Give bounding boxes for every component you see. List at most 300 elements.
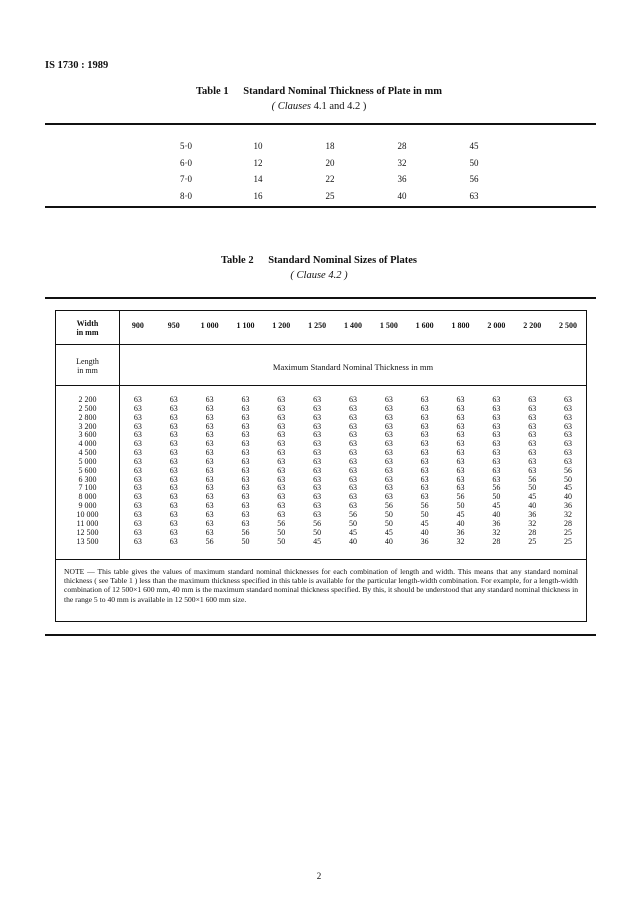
thickness-cell: 63 — [169, 501, 178, 511]
thickness-cell: 63 — [456, 430, 465, 440]
thickness-cell: 32 — [492, 527, 501, 537]
thickness-cell: 36 — [528, 509, 537, 519]
thickness-cell: 50 — [348, 518, 357, 528]
thickness-cell: 63 — [277, 395, 286, 404]
thickness-cell: 63 — [456, 421, 465, 431]
width-column-header: 1 600 — [415, 321, 434, 330]
length-row-label: 9 000 — [78, 501, 97, 511]
thickness-cell: 63 — [313, 430, 322, 440]
thickness-cell: 63 — [384, 456, 393, 466]
note-divider — [56, 559, 586, 560]
table1-cell: 40 — [397, 190, 407, 201]
thickness-cell: 63 — [241, 395, 250, 404]
width-column-header: 1 400 — [343, 321, 362, 330]
thickness-cell: 63 — [205, 474, 214, 484]
thickness-cell: 36 — [564, 501, 573, 511]
thickness-cell: 63 — [384, 483, 393, 493]
thickness-cell: 63 — [277, 403, 286, 413]
length-header-line2: in mm — [77, 366, 98, 375]
thickness-cell: 40 — [420, 527, 429, 537]
length-row-label: 13 500 — [76, 536, 99, 546]
table1-cell: 22 — [325, 174, 335, 185]
thickness-cell: 63 — [492, 403, 501, 413]
page-number: 2 — [316, 871, 322, 881]
thickness-cell: 63 — [241, 448, 250, 458]
table1-cell: 14 — [253, 174, 263, 185]
thickness-cell: 63 — [169, 492, 178, 502]
thickness-cell: 63 — [420, 448, 429, 458]
thickness-cell: 63 — [384, 448, 393, 458]
thickness-cell: 45 — [492, 501, 501, 511]
width-header-line2: in mm — [76, 328, 99, 337]
thickness-cell: 63 — [133, 527, 142, 537]
thickness-cell: 25 — [564, 527, 573, 537]
thickness-cell: 63 — [384, 492, 393, 502]
thickness-cell: 63 — [241, 474, 250, 484]
table1-row — [150, 138, 510, 155]
thickness-cell: 63 — [348, 412, 357, 422]
thickness-cell: 63 — [169, 536, 178, 546]
thickness-cell: 63 — [420, 456, 429, 466]
thickness-cell: 45 — [384, 527, 393, 537]
thickness-cell: 63 — [348, 403, 357, 413]
thickness-cell: 63 — [420, 474, 429, 484]
thickness-cell: 63 — [277, 465, 286, 475]
thickness-cell: 63 — [241, 412, 250, 422]
thickness-header: Maximum Standard Nominal Thickness in mm — [272, 362, 434, 372]
length-row-label: 5 000 — [78, 456, 97, 466]
length-row-label: 2 500 — [78, 403, 97, 413]
thickness-cell: 63 — [205, 448, 214, 458]
thickness-cell: 63 — [313, 421, 322, 431]
thickness-cell: 63 — [241, 492, 250, 502]
thickness-cell: 50 — [241, 536, 250, 546]
width-column-header: 950 — [167, 321, 180, 330]
thickness-cell: 63 — [313, 483, 322, 493]
length-row-label: 2 200 — [78, 395, 97, 404]
thickness-cell: 63 — [133, 501, 142, 511]
thickness-cell: 63 — [384, 430, 393, 440]
thickness-cell: 32 — [528, 518, 537, 528]
thickness-cell: 63 — [564, 448, 573, 458]
thickness-cell: 25 — [528, 536, 537, 546]
thickness-cell: 36 — [456, 527, 465, 537]
thickness-cell: 28 — [492, 536, 501, 546]
thickness-cell: 45 — [528, 492, 537, 502]
thickness-cell: 63 — [420, 483, 429, 493]
length-row-label: 4 500 — [78, 448, 97, 458]
thickness-cell: 63 — [348, 430, 357, 440]
thickness-cell: 63 — [348, 492, 357, 502]
thickness-cell: 40 — [564, 492, 573, 502]
table1-cell: 16 — [253, 190, 263, 201]
thickness-cell: 50 — [313, 527, 322, 537]
length-row-label: 3 600 — [78, 430, 97, 440]
thickness-cell: 63 — [133, 456, 142, 466]
thickness-cell: 63 — [277, 474, 286, 484]
thickness-cell: 40 — [348, 536, 357, 546]
width-columns — [120, 321, 586, 330]
thickness-cell: 63 — [456, 474, 465, 484]
thickness-cell: 63 — [456, 412, 465, 422]
thickness-cell: 63 — [492, 474, 501, 484]
thickness-cell: 56 — [313, 518, 322, 528]
thickness-cell: 63 — [205, 518, 214, 528]
length-header — [56, 357, 119, 375]
thickness-cell: 63 — [133, 439, 142, 449]
thickness-cell: 63 — [456, 439, 465, 449]
thickness-cell: 63 — [528, 421, 537, 431]
thickness-cell: 32 — [456, 536, 465, 546]
table1-cell: 28 — [397, 141, 407, 152]
thickness-cell: 63 — [528, 439, 537, 449]
thickness-cell: 63 — [456, 448, 465, 458]
thickness-cell: 45 — [348, 527, 357, 537]
thickness-cell: 63 — [564, 403, 573, 413]
length-column — [56, 396, 119, 546]
table1-cell: 25 — [325, 190, 335, 201]
width-column-header: 1 500 — [379, 321, 398, 330]
thickness-cell: 63 — [205, 483, 214, 493]
thickness-cell: 63 — [133, 430, 142, 440]
table2-title — [0, 255, 638, 266]
thickness-cell: 63 — [133, 421, 142, 431]
length-row-label: 7 100 — [78, 483, 97, 493]
table2-top-rule — [45, 297, 596, 299]
thickness-cell: 63 — [384, 439, 393, 449]
thickness-cell: 63 — [241, 509, 250, 519]
thickness-cell: 63 — [133, 474, 142, 484]
thickness-cell: 63 — [420, 421, 429, 431]
thickness-cell: 63 — [241, 430, 250, 440]
thickness-cell: 63 — [348, 456, 357, 466]
thickness-cell: 63 — [313, 456, 322, 466]
thickness-cell: 63 — [133, 465, 142, 475]
thickness-cell: 63 — [528, 448, 537, 458]
table2-note: NOTE — This table gives the values of maximum standard nominal thicknesses for each combination of length and width. This means that any standard nominal thickness ( see Table 1 ) less than the maximum thickness specified in this table is available for the particular length-width combination. For example, for a length-width combination of 12 500×1 600 mm, 40 mm is the maximum standard nominal thickness specified. By this, it should be understood that any standard nominal thickness in the range 5 to 40 mm is available in 12 500×1 600 mm size. — [64, 567, 578, 604]
thickness-cell: 63 — [205, 501, 214, 511]
thickness-cell: 63 — [313, 439, 322, 449]
width-column-header: 1 100 — [236, 321, 255, 330]
width-column-header: 1 000 — [200, 321, 219, 330]
thickness-cell: 63 — [133, 483, 142, 493]
subheader-divider — [56, 385, 586, 386]
thickness-cell: 50 — [492, 492, 501, 502]
thickness-cell: 63 — [277, 448, 286, 458]
width-column-header: 2 500 — [559, 321, 578, 330]
thickness-cell: 63 — [564, 456, 573, 466]
thickness-cell: 63 — [528, 395, 537, 404]
thickness-cell: 63 — [277, 501, 286, 511]
thickness-cell: 63 — [492, 465, 501, 475]
thickness-cell: 63 — [313, 509, 322, 519]
thickness-cell: 45 — [564, 483, 573, 493]
thickness-cell: 63 — [169, 465, 178, 475]
table1-cell: 20 — [325, 157, 335, 168]
thickness-cell: 63 — [528, 412, 537, 422]
thickness-cell: 63 — [384, 403, 393, 413]
table1-cell: 10 — [253, 141, 263, 152]
table1-clause-prefix: ( Clauses — [271, 101, 311, 112]
thickness-cell: 50 — [564, 474, 573, 484]
thickness-cell: 50 — [277, 536, 286, 546]
thickness-cell: 63 — [241, 465, 250, 475]
thickness-cell: 50 — [456, 501, 465, 511]
thickness-cell: 63 — [277, 492, 286, 502]
thickness-cell: 63 — [384, 465, 393, 475]
thickness-cell: 63 — [420, 465, 429, 475]
thickness-cell: 63 — [528, 430, 537, 440]
thickness-cell: 63 — [348, 421, 357, 431]
thickness-cell: 63 — [133, 492, 142, 502]
thickness-cell: 63 — [420, 430, 429, 440]
thickness-cell: 56 — [384, 501, 393, 511]
length-row-label: 5 600 — [78, 465, 97, 475]
thickness-cell: 63 — [169, 483, 178, 493]
thickness-cell: 63 — [205, 527, 214, 537]
thickness-cell: 63 — [277, 421, 286, 431]
table1-cell: 7·0 — [180, 174, 192, 185]
thickness-cell: 63 — [169, 421, 178, 431]
table1-cell: 63 — [469, 190, 479, 201]
thickness-cell: 63 — [384, 474, 393, 484]
thickness-cell: 63 — [384, 395, 393, 404]
thickness-cell: 56 — [205, 536, 214, 546]
thickness-cell: 56 — [492, 483, 501, 493]
thickness-cell: 56 — [420, 501, 429, 511]
thickness-cell: 50 — [384, 509, 393, 519]
thickness-cell: 63 — [205, 439, 214, 449]
thickness-cell: 63 — [133, 518, 142, 528]
thickness-cell: 63 — [420, 395, 429, 404]
table1-cell: 8·0 — [180, 190, 192, 201]
width-column-header: 1 250 — [308, 321, 327, 330]
table1-title — [0, 86, 638, 97]
thickness-cell: 63 — [456, 395, 465, 404]
thickness-cell: 63 — [420, 439, 429, 449]
thickness-cell: 63 — [241, 501, 250, 511]
table1-cell: 56 — [469, 174, 479, 185]
document-header: IS 1730 : 1989 — [45, 60, 109, 71]
thickness-cell: 56 — [277, 518, 286, 528]
thickness-cell: 63 — [313, 395, 322, 404]
table1-cell: 12 — [253, 157, 263, 168]
thickness-cell: 63 — [169, 448, 178, 458]
thickness-cell: 63 — [277, 483, 286, 493]
thickness-cell: 63 — [348, 501, 357, 511]
thickness-cell: 63 — [348, 465, 357, 475]
thickness-cell: 63 — [528, 465, 537, 475]
thickness-cell: 28 — [528, 527, 537, 537]
width-header — [56, 319, 119, 337]
thickness-cell: 63 — [313, 492, 322, 502]
thickness-cell: 63 — [169, 430, 178, 440]
thickness-cell: 63 — [241, 421, 250, 431]
thickness-cell: 63 — [313, 474, 322, 484]
thickness-cell: 56 — [348, 509, 357, 519]
table1-clause-refs: 4.1 and 4.2 ) — [313, 101, 367, 112]
thickness-cell: 63 — [169, 456, 178, 466]
thickness-cell: 40 — [384, 536, 393, 546]
thickness-cell: 63 — [492, 421, 501, 431]
thickness-cell: 63 — [205, 492, 214, 502]
table1-row — [150, 155, 510, 172]
thickness-cell: 63 — [133, 448, 142, 458]
table-row — [120, 538, 586, 547]
thickness-cell: 63 — [205, 456, 214, 466]
thickness-cell: 63 — [492, 430, 501, 440]
thickness-cell: 63 — [492, 439, 501, 449]
thickness-cell: 63 — [133, 403, 142, 413]
thickness-cell: 63 — [564, 395, 573, 404]
thickness-cell: 63 — [241, 403, 250, 413]
thickness-cell: 63 — [241, 439, 250, 449]
thickness-cell: 45 — [313, 536, 322, 546]
table1-cell: 6·0 — [180, 157, 192, 168]
length-row-label: 12 500 — [76, 527, 99, 537]
thickness-cell: 32 — [564, 509, 573, 519]
thickness-cell: 63 — [169, 509, 178, 519]
thickness-cell: 63 — [205, 403, 214, 413]
thickness-cell: 63 — [384, 412, 393, 422]
thickness-cell: 63 — [384, 421, 393, 431]
thickness-cell: 63 — [277, 412, 286, 422]
thickness-cell: 63 — [313, 403, 322, 413]
thickness-cell: 63 — [205, 421, 214, 431]
thickness-cell: 63 — [133, 412, 142, 422]
thickness-cell: 45 — [456, 509, 465, 519]
thickness-cell: 63 — [348, 474, 357, 484]
table1-bottom-rule — [45, 206, 596, 208]
width-column-header: 2 200 — [523, 321, 542, 330]
width-column-header: 2 000 — [487, 321, 506, 330]
thickness-cell: 28 — [564, 518, 573, 528]
thickness-cell: 45 — [420, 518, 429, 528]
table1-cell: 45 — [469, 141, 479, 152]
length-row-label: 2 800 — [78, 412, 97, 422]
thickness-cell: 40 — [456, 518, 465, 528]
length-header-line1: Length — [76, 357, 99, 366]
thickness-cell: 63 — [169, 439, 178, 449]
thickness-cell: 63 — [169, 527, 178, 537]
thickness-cell: 63 — [313, 465, 322, 475]
thickness-cell: 63 — [241, 483, 250, 493]
table1-cell: 50 — [469, 157, 479, 168]
length-row-label: 4 000 — [78, 439, 97, 449]
thickness-cell: 50 — [384, 518, 393, 528]
thickness-cell: 63 — [492, 412, 501, 422]
thickness-cell: 63 — [241, 456, 250, 466]
length-row-label: 6 300 — [78, 474, 97, 484]
thickness-cell: 56 — [456, 492, 465, 502]
thickness-cell: 56 — [528, 474, 537, 484]
thickness-cell: 63 — [169, 395, 178, 404]
thickness-cell: 63 — [528, 456, 537, 466]
table1-cell: 32 — [397, 157, 407, 168]
table1-cell: 5·0 — [180, 141, 192, 152]
thickness-cell: 63 — [420, 412, 429, 422]
thickness-cell: 63 — [169, 412, 178, 422]
thickness-cell: 63 — [277, 456, 286, 466]
thickness-cell: 63 — [133, 509, 142, 519]
width-column-header: 900 — [131, 321, 144, 330]
width-column-header: 1 200 — [272, 321, 291, 330]
thickness-cell: 63 — [277, 430, 286, 440]
thickness-cell: 63 — [313, 448, 322, 458]
thickness-cell: 63 — [348, 483, 357, 493]
thickness-cell: 56 — [241, 527, 250, 537]
table1-row — [150, 188, 510, 205]
thickness-cell: 63 — [133, 395, 142, 404]
thickness-cell: 36 — [420, 536, 429, 546]
thickness-cell: 50 — [420, 509, 429, 519]
thickness-cell: 50 — [277, 527, 286, 537]
thickness-cell: 63 — [492, 448, 501, 458]
length-row-label: 3 200 — [78, 421, 97, 431]
thickness-cell: 63 — [313, 501, 322, 511]
thickness-cell: 63 — [348, 448, 357, 458]
header-divider — [56, 344, 586, 345]
length-row-label: 8 000 — [78, 492, 97, 502]
table2-heading: Standard Nominal Sizes of Plates — [268, 255, 417, 266]
thickness-cell: 56 — [564, 465, 573, 475]
table1-heading: Standard Nominal Thickness of Plate in mm — [243, 86, 442, 97]
thickness-cell: 36 — [492, 518, 501, 528]
length-row-label: 11 000 — [76, 518, 99, 528]
thickness-cell: 63 — [492, 395, 501, 404]
thickness-cell: 63 — [456, 456, 465, 466]
width-column-header: 1 800 — [451, 321, 470, 330]
table1-cell: 18 — [325, 141, 335, 152]
thickness-cell: 63 — [492, 456, 501, 466]
thickness-cell: 63 — [348, 395, 357, 404]
thickness-cell: 63 — [133, 536, 142, 546]
thickness-cell: 40 — [492, 509, 501, 519]
thickness-cell: 63 — [348, 439, 357, 449]
table1-label: Table 1 — [196, 86, 229, 97]
thickness-cell: 63 — [313, 412, 322, 422]
thickness-cell: 63 — [205, 509, 214, 519]
thickness-cell: 63 — [456, 465, 465, 475]
thickness-cell: 63 — [564, 439, 573, 449]
table2-clause: ( Clause 4.2 ) — [290, 270, 348, 281]
table1-clause — [0, 101, 638, 112]
thickness-cell: 63 — [456, 403, 465, 413]
thickness-cell: 63 — [205, 412, 214, 422]
thickness-cell: 63 — [277, 439, 286, 449]
table2-label: Table 2 — [221, 255, 254, 266]
thickness-cell: 50 — [528, 483, 537, 493]
thickness-cell: 63 — [564, 421, 573, 431]
table1-top-rule — [45, 123, 596, 125]
table1-cell: 36 — [397, 174, 407, 185]
thickness-grid — [120, 396, 586, 546]
width-header-line1: Width — [76, 319, 99, 328]
thickness-cell: 63 — [564, 430, 573, 440]
table1 — [150, 138, 510, 204]
thickness-cell: 40 — [528, 501, 537, 511]
table1-row — [150, 171, 510, 188]
thickness-cell: 63 — [564, 412, 573, 422]
thickness-cell: 63 — [205, 395, 214, 404]
thickness-cell: 63 — [277, 509, 286, 519]
table2-bottom-rule — [45, 634, 596, 636]
thickness-cell: 63 — [205, 430, 214, 440]
thickness-cell: 63 — [169, 403, 178, 413]
thickness-cell: 63 — [169, 518, 178, 528]
length-row-label: 10 000 — [76, 509, 99, 519]
thickness-cell: 63 — [205, 465, 214, 475]
